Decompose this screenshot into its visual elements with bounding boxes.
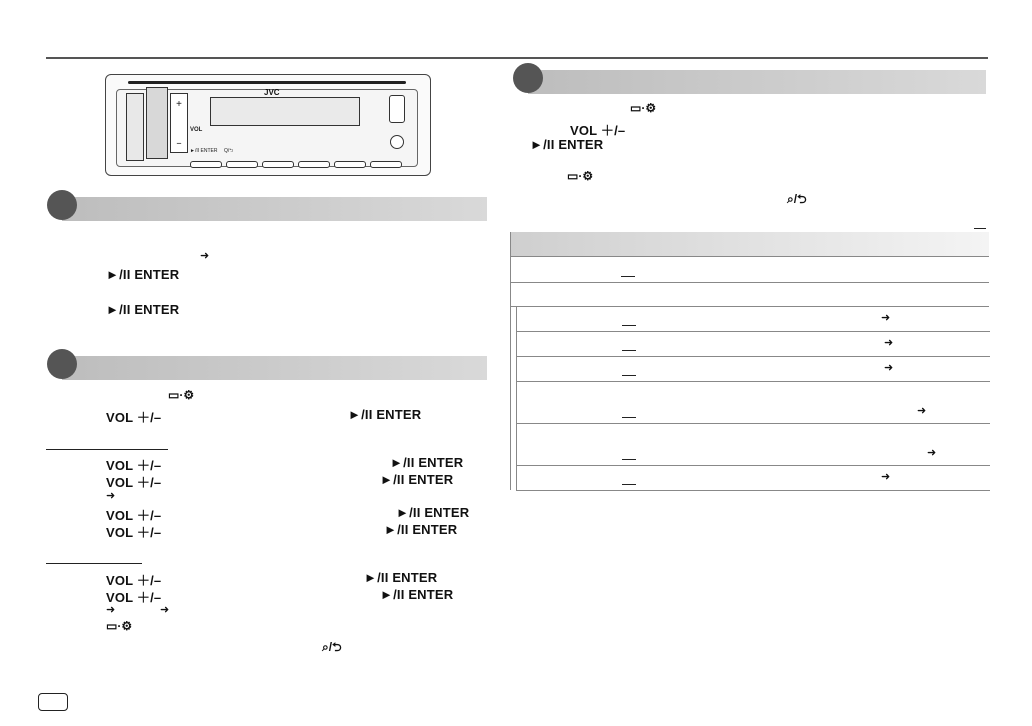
section-header-1 [62, 197, 487, 221]
section-3-number-circle [513, 63, 543, 93]
volume-keys: VOL ＋/– [106, 573, 162, 588]
usb-port [389, 95, 405, 123]
arrow-icon: ➜ [106, 604, 116, 616]
settings-table [510, 232, 989, 490]
volume-keys: VOL ＋/– [106, 508, 162, 523]
table-header [511, 232, 989, 257]
vol-text: VOL [190, 127, 203, 133]
back-text: Q/⮌ [224, 148, 234, 154]
section-header-3 [528, 70, 986, 94]
table-row: ➜ [516, 331, 990, 357]
section-2-number-circle [47, 349, 77, 379]
search-back-icon: ⌕/⮌ [787, 192, 807, 206]
volume-knob: + – [170, 93, 188, 153]
enter-key: ►/II ENTER [106, 267, 180, 282]
table-row [511, 256, 989, 283]
source-button [146, 87, 168, 159]
table-row: ➜ [516, 381, 990, 424]
display-settings-icon: ▭·⚙ [630, 101, 657, 115]
preset-buttons [190, 155, 406, 161]
aux-jack [390, 135, 404, 149]
table-row [511, 282, 989, 307]
arrow-icon: ➜ [106, 490, 116, 502]
section-header-2 [62, 356, 487, 380]
table-row: ➜ [516, 356, 990, 382]
search-back-icon: ⌕/⮌ [322, 640, 342, 654]
display-window [210, 97, 360, 126]
arrow-icon: ➜ [160, 604, 170, 616]
enter-key: ►/II ENTER [364, 570, 438, 585]
table-row: ➜ [516, 423, 990, 466]
arrow-icon: ➜ [200, 250, 210, 262]
page-number-badge [38, 693, 68, 711]
enter-key: ►/II ENTER [380, 587, 454, 602]
disc-slot [128, 81, 406, 84]
display-settings-icon: ▭·⚙ [106, 619, 133, 633]
enter-key: ►/II ENTER [380, 472, 454, 487]
enter-text: ►/II ENTER [190, 148, 218, 154]
dash-mark [974, 228, 986, 229]
section-1-number-circle [47, 190, 77, 220]
volume-keys: VOL ＋/– [106, 475, 162, 490]
display-settings-icon: ▭·⚙ [567, 169, 594, 183]
volume-keys: VOL ＋/– [570, 123, 626, 138]
subheading-rule [46, 449, 168, 450]
enter-key: ►/II ENTER [530, 137, 604, 152]
detach-button [126, 93, 144, 161]
enter-key: ►/II ENTER [384, 522, 458, 537]
top-rule [46, 57, 988, 59]
car-radio-illustration [105, 74, 431, 176]
volume-keys: VOL ＋/– [106, 590, 162, 605]
enter-key: ►/II ENTER [390, 455, 464, 470]
enter-key: ►/II ENTER [106, 302, 180, 317]
table-row: ➜ [516, 306, 990, 332]
volume-keys: VOL ＋/– [106, 458, 162, 473]
display-settings-icon: ▭·⚙ [168, 388, 195, 402]
volume-keys: VOL ＋/– [106, 525, 162, 540]
volume-keys: VOL ＋/– [106, 410, 162, 425]
table-row: ➜ [516, 465, 990, 491]
brand-logo: JVC [264, 88, 280, 97]
enter-key: ►/II ENTER [396, 505, 470, 520]
subheading-rule [46, 563, 142, 564]
enter-key: ►/II ENTER [348, 407, 422, 422]
